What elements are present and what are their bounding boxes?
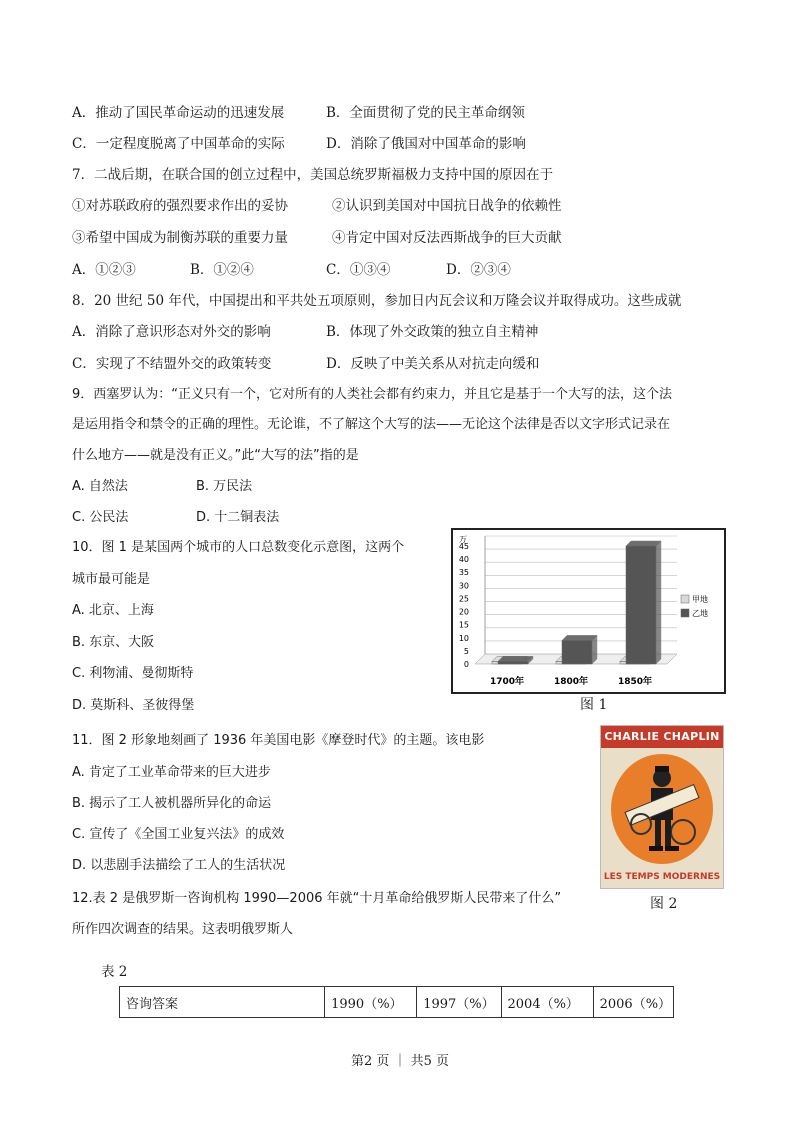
q11-option-d: D. 以悲剧手法描绘了工人的生活状况 (72, 858, 286, 873)
q9-option-b: B. 万民法 (196, 479, 253, 494)
q7-statement-3: ③希望中国成为制衡苏联的重要力量 (72, 230, 288, 246)
table-header-1997: 1997（%） (417, 987, 501, 1018)
chaplin-gears-illustration (611, 754, 713, 864)
q7-option-d: D．②③④ (446, 262, 511, 278)
chart-bars (492, 541, 661, 664)
q12-line-2: 所作四次调查的结果。这表明俄罗斯人 (72, 922, 294, 937)
table-header-answer: 咨询答案 (120, 987, 325, 1018)
y-tick-label: 20 (458, 607, 469, 617)
q9-option-a: A. 自然法 (72, 479, 128, 494)
q10-option-a: A. 北京、上海 (72, 603, 154, 618)
y-tick-label: 35 (458, 568, 469, 578)
q11-stem: 11．图 2 形象地刻画了 1936 年美国电影《摩登时代》的主题。该电影 (72, 733, 485, 748)
q10-line-1: 10．图 1 是某国两个城市的人口总数变化示意图，这两个 (72, 540, 405, 555)
q6-option-b: B．全面贯彻了党的民主革命纲领 (326, 105, 525, 121)
q7-statement-4: ④肯定中国对反法西斯战争的巨大贡献 (332, 230, 562, 246)
poster-illustration (611, 754, 713, 864)
q8-option-a: A．消除了意识形态对外交的影响 (72, 324, 271, 340)
q7-statement-1: ①对苏联政府的强烈要求作出的妥协 (72, 198, 288, 214)
figure-2-poster (600, 725, 724, 889)
chart-svg (453, 530, 724, 692)
q10-option-b: B. 东京、大阪 (72, 635, 155, 650)
y-tick-label: 15 (458, 620, 469, 630)
q8-option-b: B．体现了外交政策的独立自主精神 (326, 324, 539, 340)
table-header-row (120, 987, 674, 1018)
q11-option-b: B. 揭示了工人被机器所异化的命运 (72, 796, 272, 811)
q7-statement-2: ②认识到美国对中国抗日战争的依赖性 (332, 198, 562, 214)
y-tick-label: 0 (463, 660, 469, 669)
figure-1-caption: 图 1 (580, 697, 608, 713)
table-2 (119, 986, 674, 1018)
legend-item-乙地 (681, 608, 708, 618)
x-tick-label: 1700年 (489, 677, 525, 687)
q6-option-c: C．一定程度脱离了中国革命的实际 (72, 136, 285, 152)
q10-line-2: 城市最可能是 (72, 572, 151, 587)
poster-subtitle: LES TEMPS MODERNES (603, 872, 721, 882)
x-tick-label: 1800年 (553, 677, 589, 687)
q8-option-d: D．反映了中美关系从对抗走向缓和 (326, 356, 540, 372)
y-tick-label: 25 (458, 594, 469, 604)
q10-option-d: D. 莫斯科、圣彼得堡 (72, 698, 195, 713)
poster-title: CHARLIE CHAPLIN (601, 726, 723, 748)
q11-option-a: A. 肯定了工业革命带来的巨大进步 (72, 765, 271, 780)
q6-option-d: D．消除了俄国对中国革命的影响 (326, 136, 526, 152)
figure-2-caption: 图 2 (650, 896, 678, 912)
q9-line-3: 什么地方——就是没有正义。”此“大写的法”指的是 (72, 448, 359, 463)
q6-option-a: A．推动了国民革命运动的迅速发展 (72, 105, 285, 121)
y-tick-label: 5 (463, 646, 469, 656)
q10-option-c: C. 利物浦、曼彻斯特 (72, 666, 194, 681)
q7-stem: 7．二战后期，在联合国的创立过程中，美国总统罗斯福极力支持中国的原因在于 (72, 167, 554, 183)
q12-line-1: 12.表 2 是俄罗斯一咨询机构 1990—2006 年就“十月革命给俄罗斯人民带来了什么” (72, 891, 562, 906)
page-footer: 第2 页 ｜ 共5 页 (350, 1054, 450, 1069)
table-header-1990: 1990（%） (325, 987, 417, 1018)
x-tick-labels (490, 675, 652, 687)
legend-item-甲地 (681, 594, 708, 604)
y-tick-label: 30 (458, 581, 469, 591)
q8-stem: 8．20 世纪 50 年代，中国提出和平共处五项原则，参加日内瓦会议和万隆会议并取得成功。这些成就 (72, 293, 682, 309)
q9-line-2: 是运用指令和禁令的正确的理性。无论谁，不了解这个大写的法——无论这个法律是否以文字形式记录在 (72, 417, 671, 432)
bar-乙地-1800年 (562, 635, 597, 664)
y-tick-label: 45 (458, 542, 469, 551)
y-tick-label: 10 (458, 633, 469, 643)
q8-option-c: C．实现了不结盟外交的政策转变 (72, 356, 272, 372)
q9-option-c: C. 公民法 (72, 510, 129, 525)
table-header-2004: 2004（%） (501, 987, 593, 1018)
bar-乙地-1700年 (498, 656, 533, 664)
y-tick-labels (459, 542, 469, 669)
q7-option-c: C．①③④ (326, 262, 391, 278)
bar-乙地-1850年 (626, 541, 661, 664)
y-axis-label: 万 (459, 535, 467, 544)
svg-text:甲地: 甲地 (692, 595, 708, 604)
q7-option-a: A．①②③ (72, 262, 136, 278)
chart-legend (681, 594, 708, 618)
table-header-2006: 2006（%） (593, 987, 673, 1018)
q9-line-1: 9．西塞罗认为：“正义只有一个，它对所有的人类社会都有约束力，并且它是基于一个大写的法，这个法 (72, 387, 673, 402)
figure-1-chart (451, 528, 726, 694)
x-tick-label: 1850年 (617, 677, 653, 687)
q9-option-d: D. 十二铜表法 (196, 510, 280, 525)
q11-option-c: C. 宣传了《全国工业复兴法》的成效 (72, 827, 285, 842)
q7-option-b: B．①②④ (190, 262, 254, 278)
table-2-title: 表 2 (101, 964, 128, 980)
svg-text:乙地: 乙地 (692, 609, 708, 618)
y-tick-label: 40 (458, 555, 469, 565)
